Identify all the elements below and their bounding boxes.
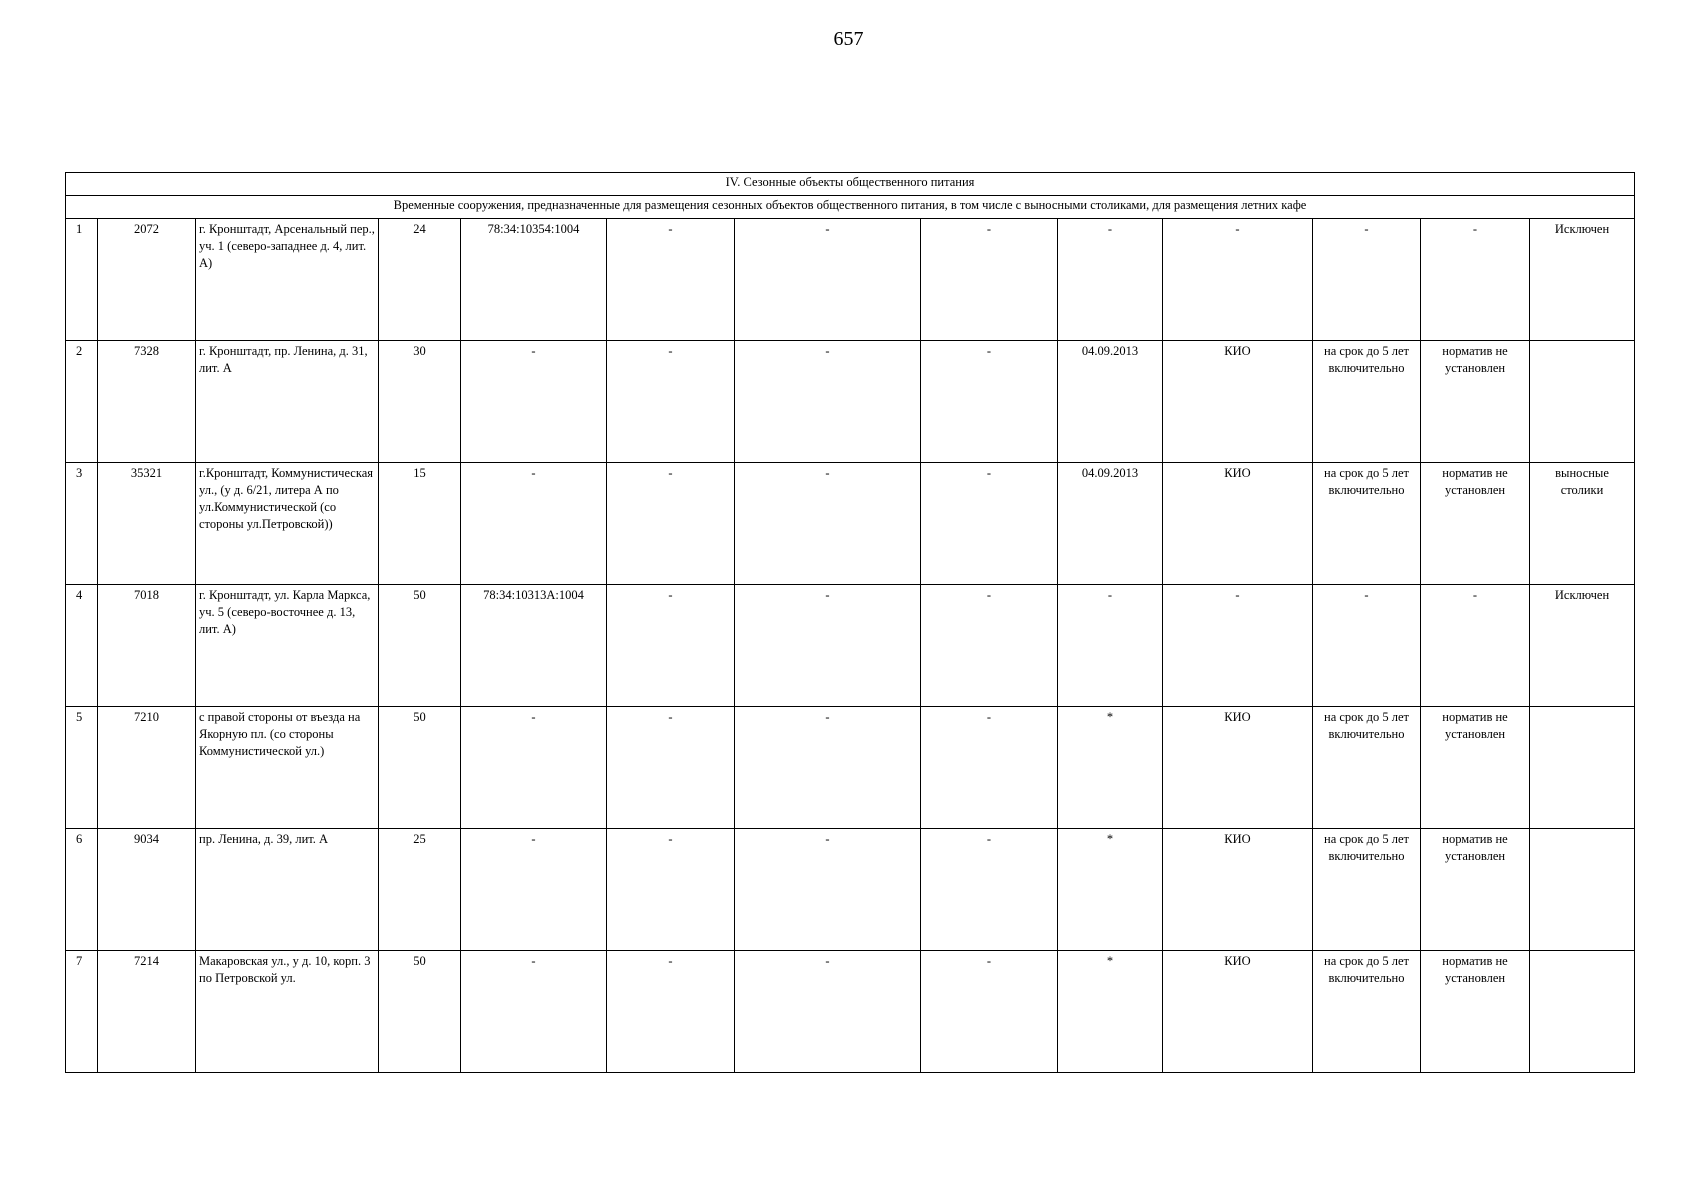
norm-value: норматив не установлен: [1421, 951, 1530, 1073]
cell-col7: -: [735, 951, 921, 1073]
row-note: [1530, 707, 1635, 829]
cell-col6: -: [607, 585, 735, 707]
decision-date: *: [1058, 829, 1163, 951]
decision-date: -: [1058, 219, 1163, 341]
object-area: 50: [379, 585, 461, 707]
row-note: [1530, 829, 1635, 951]
object-area: 24: [379, 219, 461, 341]
row-note: Исключен: [1530, 585, 1635, 707]
object-id: 7210: [98, 707, 196, 829]
cell-col6: -: [607, 341, 735, 463]
decision-date: *: [1058, 951, 1163, 1073]
cell-col6: -: [607, 829, 735, 951]
norm-value: -: [1421, 219, 1530, 341]
subsection-row: [66, 196, 1635, 219]
cell-col7: -: [735, 829, 921, 951]
row-note: Исключен: [1530, 219, 1635, 341]
responsible-org: КИО: [1163, 341, 1313, 463]
responsible-org: КИО: [1163, 951, 1313, 1073]
row-note: [1530, 341, 1635, 463]
norm-value: норматив не установлен: [1421, 341, 1530, 463]
cell-col7: -: [735, 585, 921, 707]
object-area: 15: [379, 463, 461, 585]
responsible-org: -: [1163, 585, 1313, 707]
object-id: 7018: [98, 585, 196, 707]
table-row: [66, 463, 1635, 585]
row-note: выносные столики: [1530, 463, 1635, 585]
responsible-org: КИО: [1163, 829, 1313, 951]
cell-col8: -: [921, 585, 1058, 707]
row-note: [1530, 951, 1635, 1073]
cell-col8: -: [921, 951, 1058, 1073]
cell-col7: -: [735, 219, 921, 341]
norm-value: норматив не установлен: [1421, 829, 1530, 951]
cell-col8: -: [921, 219, 1058, 341]
cell-col7: -: [735, 463, 921, 585]
cell-col7: -: [735, 707, 921, 829]
placement-term: на срок до 5 лет включительно: [1313, 341, 1421, 463]
page-number: 657: [833, 28, 864, 50]
object-area: 50: [379, 707, 461, 829]
cadastral-number: -: [461, 951, 607, 1073]
object-address: г.Кронштадт, Коммунистическая ул., (у д. 6/21, литера А по ул.Коммунистической (со стороны ул.Петровской)): [196, 463, 379, 585]
object-id: 2072: [98, 219, 196, 341]
norm-value: -: [1421, 585, 1530, 707]
cadastral-number: -: [461, 707, 607, 829]
cell-col6: -: [607, 463, 735, 585]
object-address: пр. Ленина, д. 39, лит. А: [196, 829, 379, 951]
cell-col8: -: [921, 707, 1058, 829]
cell-col8: -: [921, 463, 1058, 585]
responsible-org: -: [1163, 219, 1313, 341]
object-area: 25: [379, 829, 461, 951]
object-address: г. Кронштадт, Арсенальный пер., уч. 1 (северо-западнее д. 4, лит. А): [196, 219, 379, 341]
cell-col6: -: [607, 707, 735, 829]
table-row: [66, 829, 1635, 951]
decision-date: 04.09.2013: [1058, 341, 1163, 463]
norm-value: норматив не установлен: [1421, 707, 1530, 829]
row-number: 1: [66, 219, 98, 341]
placement-term: -: [1313, 585, 1421, 707]
placement-term: на срок до 5 лет включительно: [1313, 707, 1421, 829]
object-area: 30: [379, 341, 461, 463]
norm-value: норматив не установлен: [1421, 463, 1530, 585]
cell-col7: -: [735, 341, 921, 463]
cadastral-number: 78:34:10354:1004: [461, 219, 607, 341]
cadastral-number: -: [461, 463, 607, 585]
responsible-org: КИО: [1163, 707, 1313, 829]
object-id: 7328: [98, 341, 196, 463]
registry-table: [65, 172, 1635, 1073]
cadastral-number: -: [461, 829, 607, 951]
decision-date: 04.09.2013: [1058, 463, 1163, 585]
placement-term: -: [1313, 219, 1421, 341]
responsible-org: КИО: [1163, 463, 1313, 585]
row-number: 2: [66, 341, 98, 463]
table-row: [66, 951, 1635, 1073]
subsection-title: Временные сооружения, предназначенные для размещения сезонных объектов общественного питания, в том числе с выносными столиками, для размещения летних кафе: [66, 196, 1635, 219]
object-address: Макаровская ул., у д. 10, корп. 3 по Петровской ул.: [196, 951, 379, 1073]
row-number: 7: [66, 951, 98, 1073]
placement-term: на срок до 5 лет включительно: [1313, 463, 1421, 585]
cadastral-number: -: [461, 341, 607, 463]
row-number: 5: [66, 707, 98, 829]
placement-term: на срок до 5 лет включительно: [1313, 951, 1421, 1073]
object-address: г. Кронштадт, ул. Карла Маркса, уч. 5 (северо-восточнее д. 13, лит. А): [196, 585, 379, 707]
row-number: 6: [66, 829, 98, 951]
section-row: [66, 173, 1635, 196]
object-address: с правой стороны от въезда на Якорную пл. (со стороны Коммунистической ул.): [196, 707, 379, 829]
cell-col8: -: [921, 829, 1058, 951]
cell-col6: -: [607, 951, 735, 1073]
object-id: 7214: [98, 951, 196, 1073]
placement-term: на срок до 5 лет включительно: [1313, 829, 1421, 951]
table-row: [66, 341, 1635, 463]
section-title: IV. Сезонные объекты общественного питания: [66, 173, 1635, 196]
row-number: 4: [66, 585, 98, 707]
object-area: 50: [379, 951, 461, 1073]
table-row: [66, 219, 1635, 341]
cadastral-number: 78:34:10313А:1004: [461, 585, 607, 707]
row-number: 3: [66, 463, 98, 585]
object-id: 9034: [98, 829, 196, 951]
cell-col6: -: [607, 219, 735, 341]
decision-date: *: [1058, 707, 1163, 829]
table-row: [66, 585, 1635, 707]
table-row: [66, 707, 1635, 829]
decision-date: -: [1058, 585, 1163, 707]
object-address: г. Кронштадт, пр. Ленина, д. 31, лит. А: [196, 341, 379, 463]
cell-col8: -: [921, 341, 1058, 463]
object-id: 35321: [98, 463, 196, 585]
